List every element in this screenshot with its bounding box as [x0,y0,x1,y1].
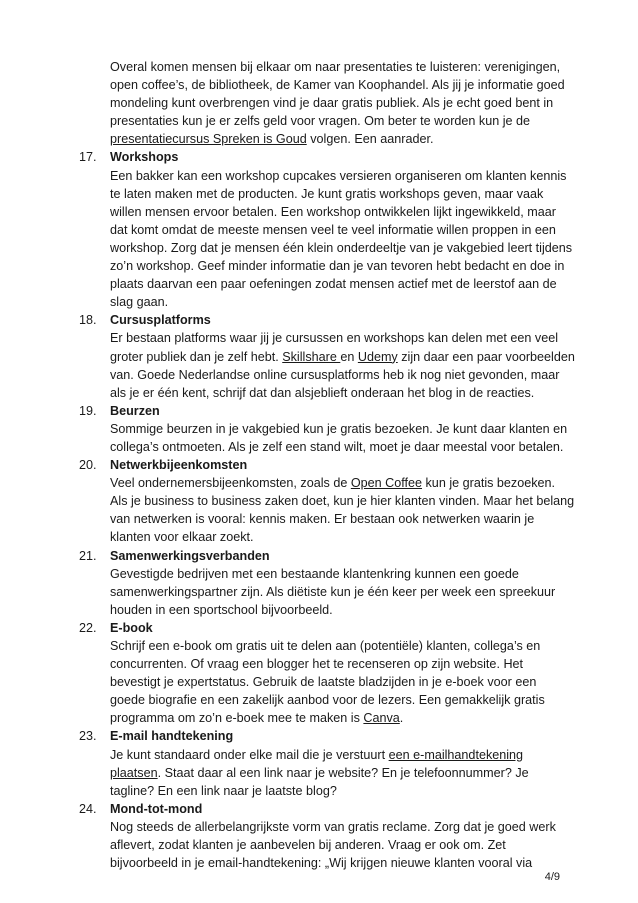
text-line: Een bakker kan een workshop cupcakes versieren organiseren om klanten kennis [110,168,567,183]
text-line: workshop. Zorg dat je mensen één klein onderdeeltje van je vakgebied leert tijdens [110,240,573,255]
canva-link[interactable]: Canva [363,711,400,726]
item-number: 24. [79,801,97,816]
text-line: zo’n workshop. Geef minder informatie dan je van tevoren hebt bedacht en doe in [110,259,565,274]
item-title: E-mail handtekening [110,729,234,744]
text-line: van. Goede Nederlandse online cursusplatforms heb ik nog niet gevonden, maar [110,367,560,382]
text-line: plaats daarvan een paar oefeningen zodat mensen actief met de leerstof aan de [110,277,557,292]
text-line: bevestigt je expertstatus. Gebruik de laatste bladzijden in je e-boek voor een [110,675,537,690]
text-line: van netwerken is vooral: kennis maken. Er bestaan ook netwerken waarin je [110,512,535,527]
text-line: Er bestaan platforms waar jij je cursussen en workshops kan delen met een veel [110,331,559,346]
text-span: zijn daar een paar voorbeelden [397,349,575,364]
item-number: 22. [79,620,97,635]
text-line [110,709,564,727]
text-line: presentaties kun je er zelfs geld voor vragen. Om beter te worden kun je de [110,114,531,129]
list-item-netwerkbijeenkomsten [79,456,575,546]
e-mailhandtekening-link[interactable]: een e-mailhandtekening [388,747,524,762]
text-line: open coffee’s, de bibliotheek, de Kamer van Koophandel. Als jij je informatie goed [110,78,565,93]
text-line [110,746,564,764]
list-item-mond-tot-mond [79,800,564,872]
item-number: 21. [79,548,97,563]
text-line [110,764,564,782]
item-number: 17. [79,150,97,165]
text-line: Als je business to business zaken doet, kun je hier klanten vinden. Maar het belang [110,494,575,509]
text-span: kun je gratis bezoeken. [422,476,556,491]
list-item-e-mail-handtekening [79,727,564,799]
text-span: en [340,349,358,364]
text-line: Schrijf een e-book om gratis uit te delen aan (potentiële) klanten, collega’s en [110,639,541,653]
list-item-e-book [79,619,564,728]
text-line: aflevert, zodat klanten je aanbevelen bij anderen. Vraag er ook om. Zet [110,838,506,853]
text-line: slag gaan. [110,295,169,310]
text-line: willen mensen ervoor betalen. Een workshop ontwikkelen lijkt ingewikkeld, maar [110,204,556,219]
list-item-cursusplatforms [79,311,575,401]
item-number: 19. [79,403,97,418]
text-line: goede biografie en een zakelijk aanbod voor de lezers. Een gemakkelijk gratis [110,693,545,708]
text-span: Veel ondernemersbijeenkomsten, zoals de [110,476,351,491]
list-item-samenwerkingsverbanden [79,547,564,619]
item-number: 20. [79,458,97,473]
text-line: Nog steeds de allerbelangrijkste vorm van gratis reclame. Zorg dat je goed werk [110,819,556,834]
text-span: . [399,711,404,726]
item-title: Workshops [110,150,179,165]
text-line: mondeling kunt overbrengen vind je daar gratis publiek. Als je echt goed bent in [110,96,554,111]
text-line: collega’s ontmoeten. Als je zelf een stand wilt, moet je daar meestal voor betalen. [110,439,564,454]
item-title: Mond-tot-mond [110,801,203,816]
text-line: bijvoorbeeld in je email-handtekening: „Wij krijgen nieuwe klanten vooral via [110,856,533,871]
text-line: Sommige beurzen in je vakgebied kun je gratis bezoeken. Je kunt daar klanten en [110,421,568,436]
text-span: groter publiek dan je zelf hebt. [110,349,283,364]
intro-paragraph [110,58,564,148]
text-line [110,474,564,492]
text-line: tagline? En een link naar je laatste blog? [110,783,337,798]
text-line: te laten maken met de producten. Je kunt gratis workshops geven, maar vaak [110,186,544,201]
item-number: 23. [79,729,97,744]
plaatsen-link[interactable]: plaatsen [110,765,158,780]
text-line: houden in een sportschool bijvoorbeeld. [110,602,333,617]
list-item-workshops [79,148,573,311]
text-line: als je er één kent, schrijf dat dan alsjeblieft onderaan het blog in de reacties. [110,385,535,400]
text-line: samenwerkingspartner zijn. Als diëtiste kun je één keer per week een spreekuur [110,584,556,599]
udemy-link[interactable]: Udemy [357,349,398,364]
page-number: 4/9 [544,871,560,883]
presentatiecursus-link[interactable]: presentatiecursus Spreken is Goud [110,132,307,147]
open-coffee-link[interactable]: Open Coffee [350,476,423,491]
text-line: klanten voor elkaar zoekt. [110,530,254,545]
skillshare-link[interactable]: Skillshare [282,349,341,364]
item-title: Samenwerkingsverbanden [110,548,270,563]
item-title: Cursusplatforms [110,313,211,328]
page-content [79,58,575,872]
text-span: . Staat daar al een link naar je website? En je telefoonnummer? Je [157,765,529,780]
item-title: Netwerkbijeenkomsten [110,458,248,473]
text-span: programma om zo’n e-boek mee te maken is [110,711,364,726]
list-item-beurzen [79,402,568,456]
text-line [110,130,564,148]
text-line: dat komt omdat de meeste mensen veel te veel informatie willen proppen in een [110,222,556,237]
text-line: Overal komen mensen bij elkaar om naar presentaties te luisteren: verenigingen, [110,60,561,74]
text-line: Gevestigde bedrijven met een bestaande klantenkring kunnen een goede [110,566,519,581]
item-number: 18. [79,313,97,328]
item-title: E-book [110,620,153,635]
text-span: Je kunt standaard onder elke mail die je verstuurt [110,747,389,762]
item-title: Beurzen [110,403,160,418]
text-line [110,348,575,366]
text-line: concurrenten. Of vraag een blogger het te recenseren op zijn website. Het [110,657,524,672]
text-span: volgen. Een aanrader. [306,132,434,147]
